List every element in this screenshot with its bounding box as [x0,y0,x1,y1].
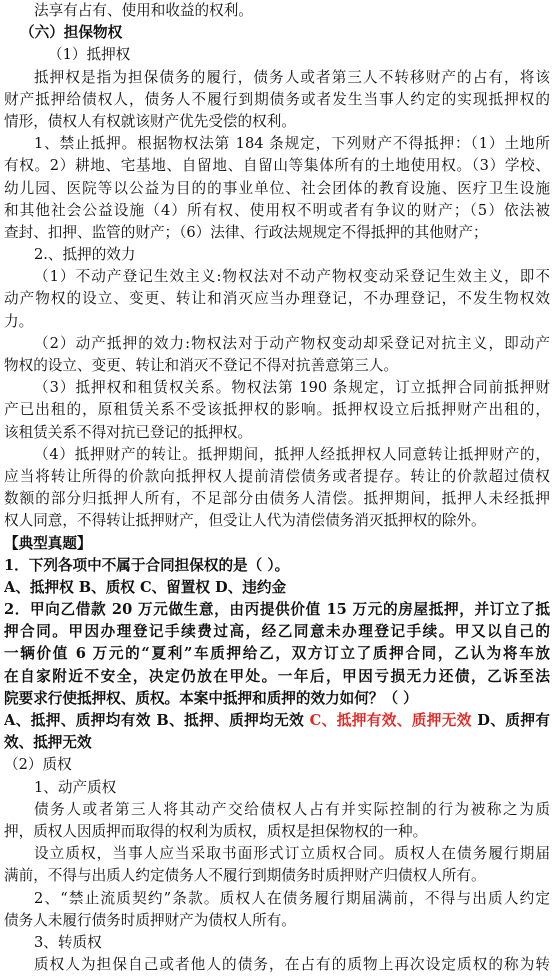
text-line [4,444,550,466]
line-text: 财产抵押给债权人，债务人不履行到期债务或者发生当事人约定的实现抵押权的 [4,90,550,108]
text-line [4,377,550,399]
text-line [4,821,550,843]
line-text: 幼儿园、医院等以公益为目的的事业单位、社会团体的教育设施、医疗卫生设施 [4,179,550,197]
text-line [4,643,550,665]
text-line [4,200,550,222]
text-line [4,44,550,66]
text-line [4,843,550,865]
text-line [4,910,550,932]
text-line [4,710,550,732]
text-line [4,22,550,44]
text-line [4,599,550,621]
line-text-tail: D、质押有 [471,712,550,729]
line-text: （2）质权 [4,756,72,774]
text-line [4,422,550,444]
text-line [4,288,550,310]
text-line [4,754,550,776]
line-text: 1．下列各项中不属于合同担保权的是（ ）。 [4,556,290,574]
line-text: 债务人或者第三人将其动产交给债权人占有并实际控制的行为被称之为质 [34,800,550,818]
line-text: 物权的设立、变更、转让和消灭不登记不得对抗善意第三人。 [4,357,399,374]
text-line [4,133,550,155]
line-text: （3）抵押权和租赁权关系。物权法第 190 条规定，订立抵押合同前抵押财 [34,379,550,397]
line-text: （六）担保物权 [20,24,123,42]
text-line [4,89,550,111]
text-line [4,732,550,754]
line-text: 押合同。甲因办理登记手续费过高，经乙同意未办理登记手续。甲又以自己的 [4,623,550,641]
text-line [4,577,550,599]
line-text: A、抵押、质押均有效 B、抵押、质押均无效 [4,712,310,729]
line-text: 债务人未履行债务时质押财产为债权人所有。 [4,911,296,929]
text-line [4,488,550,510]
line-text: 2.、抵押的效力 [34,246,136,264]
line-text: （1）不动产登记生效主义:物权法对不动产物权变动采登记生效主义，即不 [34,268,550,286]
line-text: 产已出租的，原租赁关系不受该抵押权的影响。抵押权设立后抵押财产出租的， [4,401,550,419]
line-text: 力。 [4,312,34,330]
text-line [4,865,550,887]
text-line [4,555,550,577]
text-line [4,954,550,976]
line-text: 该租赁关系不得对抗已登记的抵押权。 [4,423,253,441]
line-text: 应当将转让所得的价款向抵押权人提前清偿债务或者提存。转让的价款超过债权 [4,467,550,485]
line-text: 情形，债权人有权就该财产优先受偿的权利。 [4,112,296,130]
line-text: 在自家附近不安全，决定仍放在甲处。一年后，甲因亏损无力还债，乙诉至法 [4,667,550,685]
text-line [4,244,550,266]
text-line [4,666,550,688]
text-line [4,466,550,488]
text-line [4,799,550,821]
line-text: 动产物权的设立、变更、转让和消灭应当办理登记，不办理登记，不发生物权效 [4,290,550,308]
text-line [4,111,550,133]
text-line [4,355,550,377]
text-line [4,0,550,22]
text-line [4,178,550,200]
line-text: 效、抵押无效 [4,734,92,752]
line-text: 质权人为担保自己或者他人的债务，在占有的质物上再次设定质权的称为转 [34,956,550,974]
highlighted-answer: C、抵押有效、质押无效 [309,712,472,729]
line-text: 【典型真题】 [4,534,92,552]
text-line [4,222,550,244]
line-text: 设立质权，当事人应当采取书面形式订立质权合同。质权人在债务履行期届 [34,845,550,863]
text-line [4,333,550,355]
text-line [4,266,550,288]
text-line [4,777,550,799]
line-text: 1、动产质权 [34,778,117,796]
line-text: 数额的部分归抵押人所有，不足部分由债务人清偿。抵押期间，抵押人未经抵押 [4,490,550,508]
text-line [4,311,550,333]
text-line [4,510,550,532]
line-text: （2）动产抵押的效力:物权法对于动产物权变动却采登记对抗主义，即动产 [34,334,550,352]
text-line [4,932,550,954]
text-line [4,155,550,177]
text-line [4,533,550,555]
line-text: A、抵押权 B、质权 C、留置权 D、违约金 [4,578,287,596]
line-text: 查封、扣押、监管的财产；（6）法律、行政法规规定不得抵押的其他财产； [4,223,488,241]
line-text: 和其他社会公益设施（4）所有权、使用权不明或者有争议的财产；（5）依法被 [4,201,550,219]
text-line [4,688,550,710]
line-text: 权人同意，不得转让抵押财产，但受让人代为清偿债务消灭抵押权的除外。 [4,512,486,530]
line-text: 2．甲向乙借款 20 万元做生意，由丙提供价值 15 万元的房屋抵押，并订立了抵 [4,601,550,619]
line-text: 法享有占有、使用和收益的权利。 [34,2,253,19]
text-line [4,67,550,89]
line-text: 抵押权是指为担保债务的履行，债务人或者第三人不转移财产的占有，将该 [34,68,550,86]
line-text: 有权。2）耕地、宅基地、自留地、自留山等集体所有的土地使用权。（3）学校、 [4,157,550,175]
line-text: 3、转质权 [34,933,102,951]
line-text: 2、“禁止流质契约”条款。质权人在债务履行期届满前，不得与出质人约定 [34,889,550,907]
line-text: （4）抵押财产的转让。抵押期间，抵押人经抵押权人同意转让抵押财产的， [34,445,550,463]
line-text: 一辆价值 6 万元的“夏利”车质押给乙，双方订立了质押合同，乙认为将车放 [4,645,550,663]
line-text: 押，质权人因质押而取得的权利为质权，质权是担保物权的一种。 [4,822,428,840]
line-text: 1、禁止抵押。根据物权法第 184 条规定，下列财产不得抵押：（1）土地所 [34,135,550,153]
line-text: （1）抵押权 [48,46,131,64]
text-line [4,888,550,910]
line-text: 院要求行使抵押权、质权。本案中抵押和质押的效力如何？（ ） [4,689,418,707]
text-line [4,621,550,643]
text-line [4,399,550,421]
line-text: 满前，不得与出质人约定债务人不履行到期债务时质押财产归债权人所有。 [4,867,486,885]
